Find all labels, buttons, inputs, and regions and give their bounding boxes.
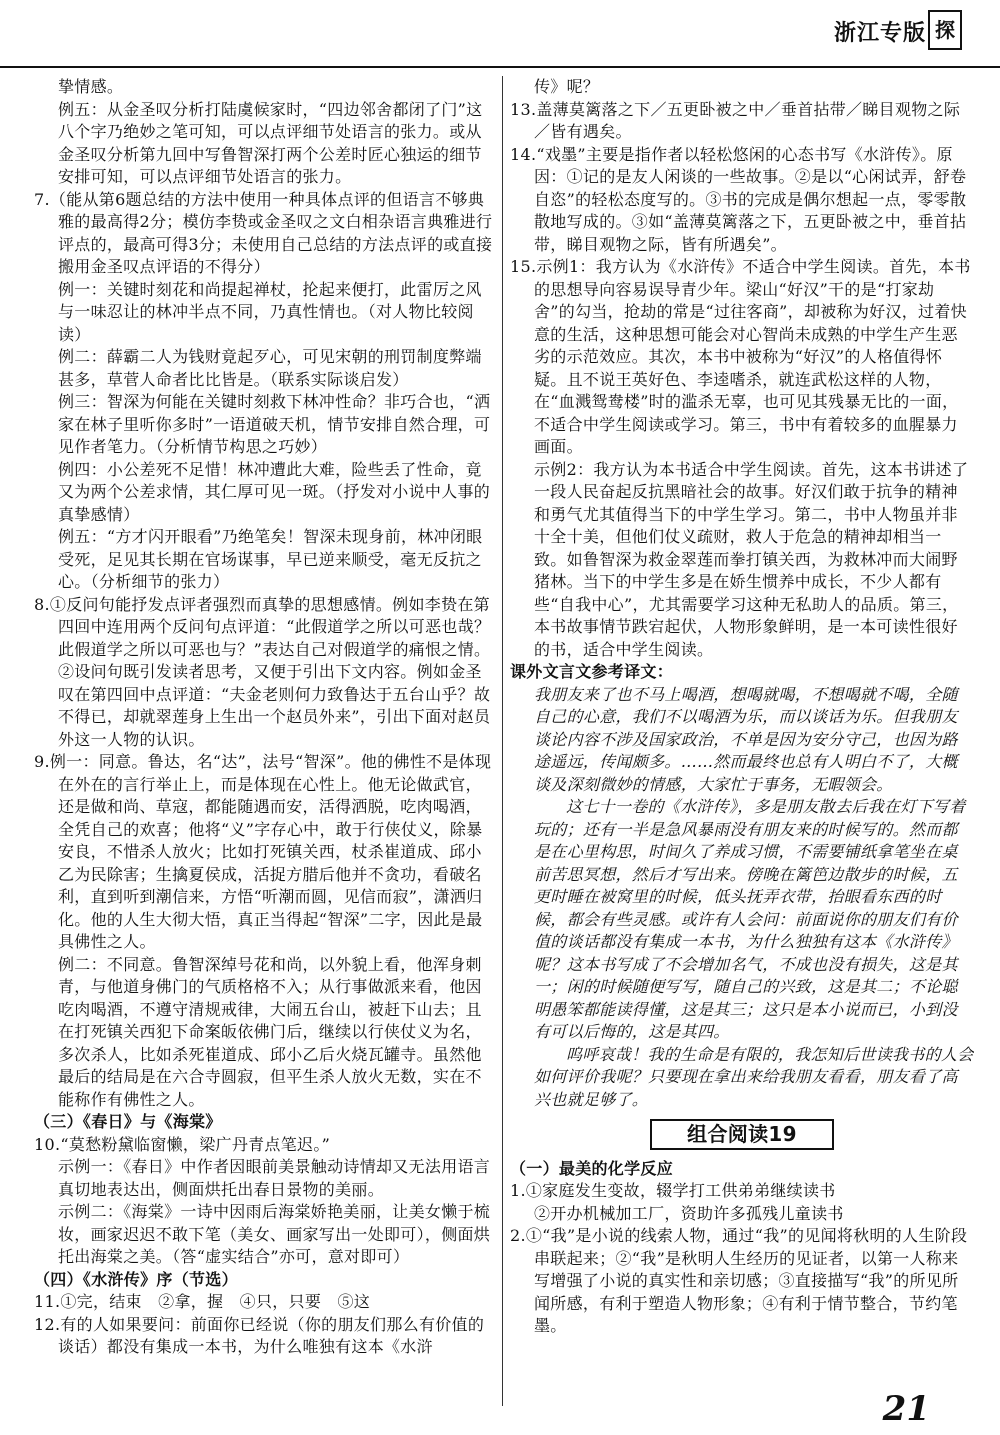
answer-paragraph: 这七十一卷的《水浒传》，多是朋友散去后我在灯下写着玩的；还有一半是急风暴雨没有朋友来的时候写的。然而都是在心里构思，时间久了养成习惯，不需要铺纸拿笔坐在桌前苦思冥想，然后才写出来。傍晚在篱笆边散步的时候，五更时睡在被窝里的时候，低头抚弄衣带，抬眼看东西的时候，都会有些灵感。或许有人会问：前面说你的朋友们有价值的谈话都没有集成一本书，为什么独独有这本《水浒传》呢？这本书写成了不会增加名气，不成也没有损失，这是其一；闲的时候随便写写，随自己的兴致，这是其二；不论聪明愚笨都能读得懂，这是其三；这只是本小说而已，小到没有可以后悔的，这是其四。 bbox=[534, 797, 966, 1041]
page-number: 21 bbox=[882, 1389, 930, 1429]
answer-paragraph: 7.（能从第6题总结的方法中使用一种具体点评的但语言不够典雅的最高得2分；模仿李贽或金圣叹之文白相杂语言典雅进行评点的，最高可得3分；未使用自己总结的方法点评的或直接搬用金圣叹点评语的不得分） bbox=[34, 189, 493, 276]
answer-paragraph: 12.有的人如果要问：前面你已经说（你的朋友们那么有价值的谈话）都没有集成一本书，为什么唯独有这本《水浒 bbox=[34, 1314, 485, 1356]
answer-paragraph: 例二：薛霸二人为钱财竟起歹心，可见宋朝的刑罚制度弊端甚多，草菅人命者比比皆是。（联系实际谈启发） bbox=[58, 347, 482, 389]
answer-paragraph: 1.①家庭发生变故，辍学打工供弟弟继续读书 bbox=[510, 1181, 836, 1200]
answer-paragraph: 11.①完，结束 ②拿，握 ④只，只要 ⑤这 bbox=[34, 1292, 371, 1311]
answer-paragraph: 14.“戏墨”主要是指作者以轻松悠闲的心态书写《水浒传》。原因：①记的是友人闲谈的一些故事。②是以“心闲试弄，舒卷自恣”的轻松态度写的。③书的完成是偶尔想起一点，零零散散地写成的。③如“盖薄莫篱落之下，五更卧被之中，垂首拈带，睇目观物之际，皆有所遇矣”。 bbox=[510, 144, 967, 254]
answer-paragraph: 15.示例1：我方认为《水浒传》不适合中学生阅读。首先，本书的思想导向容易误导青少年。梁山“好汉”干的是“打家劫舍”的勾当，抢劫的常是“过往客商”，却被称为好汉，过着快意的生活，这种思想可能会对心智尚未成熟的中学生产生恶劣的示范效应。其次，本书中被称为“好汉”的人格值得怀疑。且不说王英好色、李逵嗜杀，就连武松这样的人物，在“血溅鸳鸯楼”时的滥杀无辜，也可见其残暴无比的一面，不适合中学生阅读或学习。第三，书中有着较多的血腥暴力画面。 bbox=[510, 257, 971, 456]
answer-paragraph: 呜呼哀哉！我的生命是有限的，我怎知后世读我书的人会如何评价我呢？只要现在拿出来给我朋友看看，朋友看了高兴也就足够了。 bbox=[534, 1044, 974, 1109]
answer-paragraph: 2.①“我”是小说的线索人物，通过“我”的见闻将秋明的人生阶段串联起来；②“我”是秋明人生经历的见证者，以第一人称来写增强了小说的真实性和亲切感；③直接描写“我”的所见所闻所感，有利于塑造人物形象；④有利于情节整合，节约笔墨。 bbox=[510, 1226, 968, 1335]
column-divider bbox=[502, 76, 503, 1406]
header-rule bbox=[0, 66, 1000, 68]
page-header bbox=[0, 0, 1000, 72]
answer-paragraph: 8.①反问句能抒发点评者强烈而真挚的思想感情。例如李贽在第四回中连用两个反问句点评道：“此假道学之所以可恶也哉？此假道学之所以可恶也与？”表达自己对假道学的痛恨之情。②设问句既引发读者思考，又便于引出下文内容。例如金圣叹在第四回中点评道：“夫金老则何力致鲁达于五台山乎？故不得已，却就翠莲身上生出一个赵员外来”，引出下面对赵员外这一人物的认识。 bbox=[34, 594, 491, 749]
publisher-logo: 探 bbox=[928, 10, 962, 50]
right-column bbox=[510, 76, 974, 1396]
answer-paragraph: 13.盖薄莫篱落之下／五更卧被之中／垂首拈带／睇目观物之际／皆有遇矣。 bbox=[510, 99, 961, 141]
answer-paragraph: 课外文言文参考译文： bbox=[510, 662, 674, 681]
answer-paragraph: 示例2：我方认为本书适合中学生阅读。首先，这本书讲述了一段人民奋起反抗黑暗社会的故事。好汉们敢于抗争的精神和勇气尤其值得当下的中学生学习。第二，书中人物虽并非十全十美，但他们仗义疏财，救人于危急的精神却相当一致。如鲁智深为救金翠莲而拳打镇关西，为救林冲而大闹野猪林。当下的中学生多是在娇生惯养中成长，不少人都有些“自我中心”，尤其需要学习这种无私助人的品质。第三，本书故事情节跌宕起伏，人物形象鲜明，是一本可读性很好的书，适合中学生阅读。 bbox=[534, 459, 969, 659]
answer-paragraph: 9.例一：同意。鲁达，名“达”，法号“智深”。他的佛性不是体现在外在的言行举止上，而是体现在心性上。他无论做武官，还是做和尚、草寇，都能随遇而安，活得洒脱，吃肉喝酒，全凭自己的欢喜；他将“义”字存心中，敢于行侠仗义，除暴安良，不惜杀人放火；比如打死镇关西，杖杀崔道成、邱小乙为民除害；生擒夏侯成，活捉方腊后他并不贪功，看破名利，直到听到潮信来，方悟“听潮而圆，见信而寂”，潇洒归化。他的人生大彻大悟，真正当得起“智深”二字，因此是最具佛性之人。 bbox=[34, 752, 492, 951]
section-heading: （一）最美的化学反应 bbox=[510, 1158, 674, 1178]
group-reading-title: 组合阅读19 bbox=[650, 1119, 834, 1150]
answer-paragraph: 示例一：《春日》中作者因眼前美景触动诗情却又无法用语言真切地表达出，侧面烘托出春日景物的美丽。 bbox=[58, 1157, 491, 1199]
answer-paragraph: 挚情感。 bbox=[58, 77, 124, 96]
section-heading: （四）《水浒传》序（节选） bbox=[34, 1269, 238, 1289]
answer-paragraph: 例三：智深为何能在关键时刻救下林冲性命？非巧合也，“洒家在林子里听你多时”一语道破天机，情节安排自然合理，可见作者笔力。（分析情节构思之巧妙） bbox=[58, 392, 491, 456]
answer-paragraph: 例二：不同意。鲁智深绰号花和尚，以外貌上看，他浑身刺青，与他道身佛门的气质格格不入；从行事做派来看，他因吃肉喝酒，不遵守清规戒律，大闹五台山，被赶下山去；且在打死镇关西犯下命案皈依佛门后，继续以行侠仗义为名，多次杀人，比如杀死崔道成、邱小乙后火烧瓦罐寺。虽然他最后的结局是在六合寺圆寂，但平生杀人放火无数，实在不能称作有佛性之人。 bbox=[58, 954, 482, 1109]
answer-paragraph: 例五：从金圣叹分析打陆虞候家时，“四边邻舍都闭了门”这八个字乃绝妙之笔可知，可以点评细节处语言的张力。或从金圣叹分析第九回中写鲁智深打两个公差时匠心独运的细节安排可知，可以点评细节处语言的张力。 bbox=[58, 99, 483, 186]
answer-paragraph: 例一：关键时刻花和尚提起禅杖，抡起来便打，此雷厉之风与一味忍让的林冲半点不同，乃真性情也。（对人物比较阅读） bbox=[58, 279, 482, 344]
answer-paragraph: 我朋友来了也不马上喝酒，想喝就喝，不想喝就不喝，全随自己的心意，我们不以喝酒为乐，而以谈话为乐。但我朋友谈论内容不涉及国家政治，不单是因为安分守己，也因为路途遥远，传闻颇多。……然而最终也总有人明白不了，大概谈及深刻微妙的情感，大家忙于事务，无暇领会。 bbox=[534, 684, 958, 794]
answer-paragraph: 示例二：《海棠》一诗中因雨后海棠娇艳美丽，让美女懒于梳妆，画家迟迟不敢下笔（美女、画家写出一处即可），侧面烘托出海棠之美。（答“虚实结合”亦可，意对即可） bbox=[58, 1202, 491, 1266]
section-heading: （三）《春日》与《海棠》 bbox=[34, 1112, 222, 1131]
answer-paragraph: 例四：小公差死不足惜！林冲遭此大难，险些丢了性命，竟又为两个公差求情，其仁厚可见一斑。（抒发对小说中人事的真挚感情） bbox=[58, 459, 491, 524]
left-column bbox=[34, 76, 498, 1396]
answer-paragraph: 例五：“方才闪开眼看”乃绝笔矣！智深未现身前，林冲闭眼受死，足见其长期在官场谋事，早已逆来顺受，毫无反抗之心。（分析细节的张力） bbox=[58, 527, 483, 591]
answer-paragraph: 传》呢？ bbox=[534, 77, 600, 96]
answer-paragraph: ②开办机械加工厂，资助许多孤残儿童读书 bbox=[534, 1203, 844, 1223]
edition-label: 浙江专版 bbox=[833, 21, 926, 46]
answer-paragraph: 10.“莫愁粉黛临窗懒，梁广丹青点笔迟。” bbox=[34, 1134, 331, 1154]
